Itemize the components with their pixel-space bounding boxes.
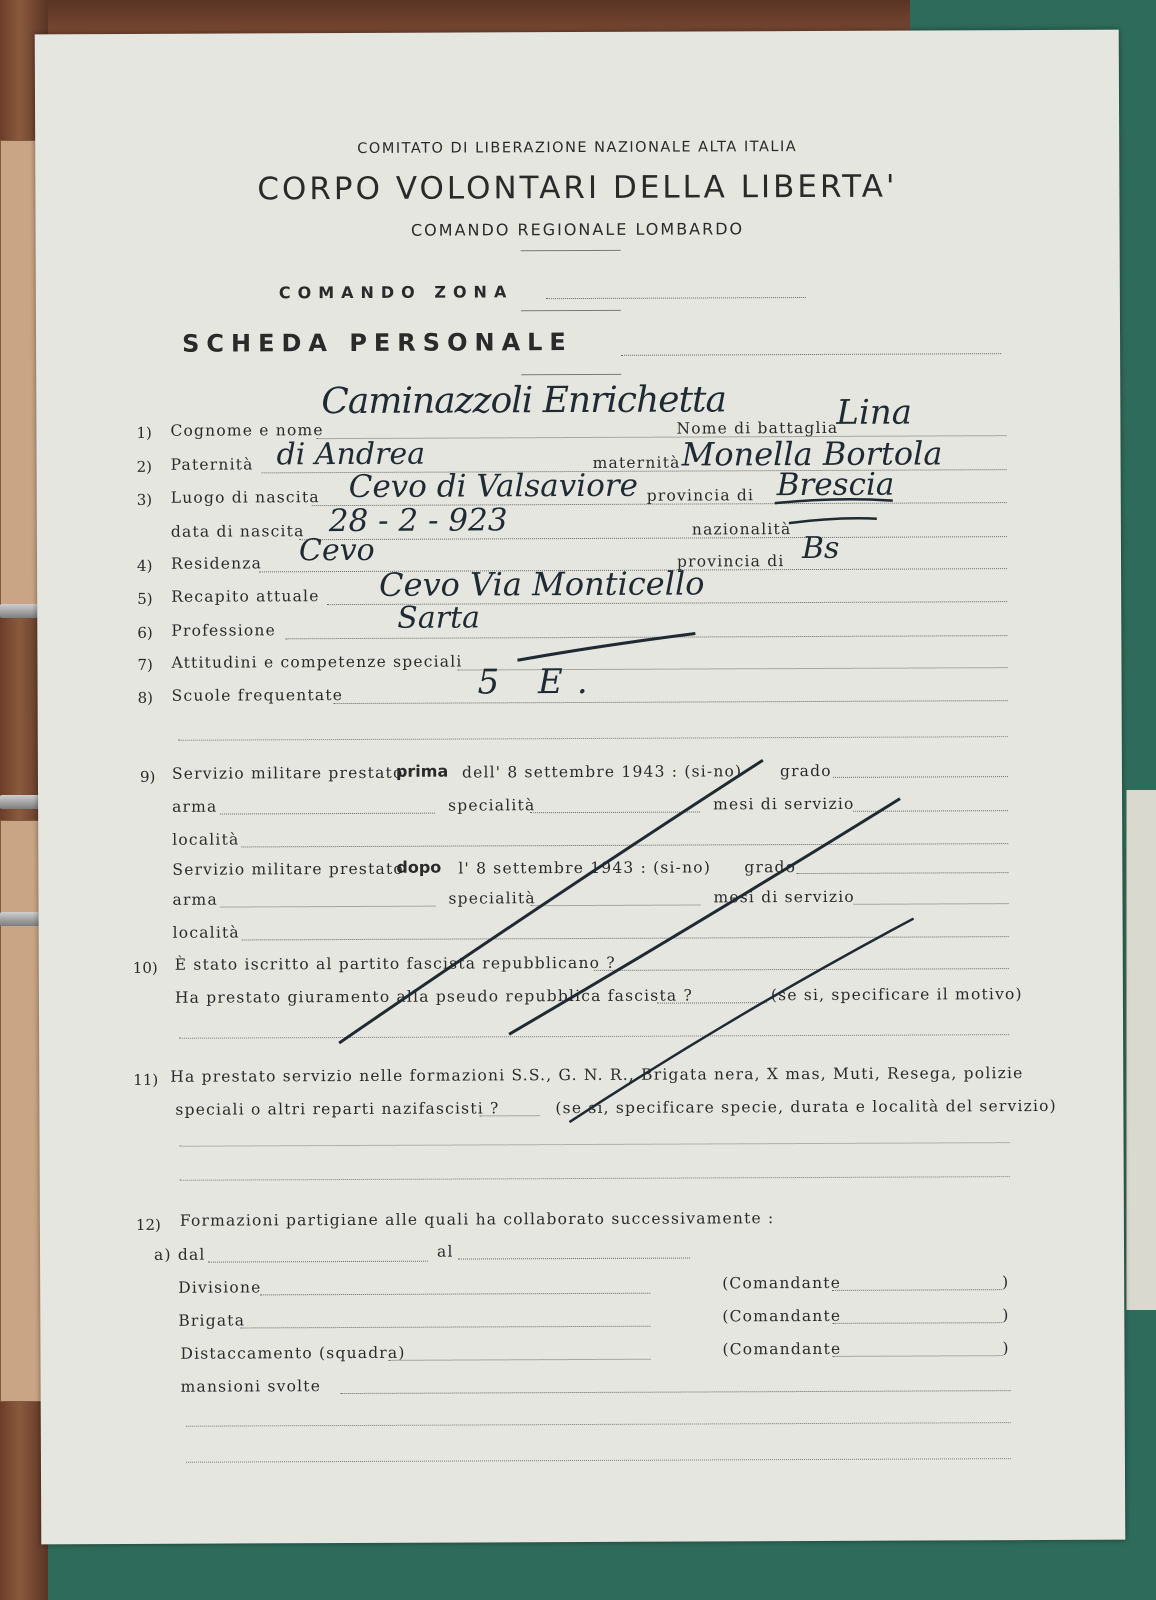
birthdate-value: 28 - 2 - 923 <box>328 502 508 540</box>
surname-value: Caminazzoli Enrichetta <box>321 379 727 423</box>
commander-label: (Comandante <box>722 1273 842 1293</box>
duties-label: mansioni svolte <box>180 1377 322 1396</box>
residence-province-value: Bs <box>801 530 840 567</box>
committee-heading: COMITATO DI LIBERAZIONE NAZIONALE ALTA ITALIA <box>357 139 798 157</box>
strike-stroke <box>508 799 901 1035</box>
to-label: al <box>436 1242 454 1261</box>
underline-stroke <box>775 499 893 503</box>
division-label: Divisione <box>178 1278 262 1297</box>
military-before-label: Servizio militare prestato <box>171 763 404 783</box>
commander-label: (Comandante <box>722 1339 842 1359</box>
strike-stroke <box>569 919 915 1123</box>
battle-name-value: Lina <box>836 392 913 433</box>
specialita-label: specialità <box>448 796 536 815</box>
strike-stroke <box>338 760 764 1043</box>
item-number: 3) <box>136 490 153 509</box>
military-before-date: dell' 8 settembre 1943 : (si-no) <box>461 762 743 782</box>
birthplace-value: Cevo di Valsaviore <box>348 467 639 506</box>
oath-question: Ha prestato giuramento alla pseudo repubblica fascista ? <box>174 986 693 1007</box>
commander-label: (Comandante <box>722 1306 842 1326</box>
item-number: 7) <box>137 655 153 674</box>
birth-province-value: Brescia <box>776 466 895 504</box>
item-number: 9) <box>139 767 156 786</box>
address-value: Cevo Via Monticello <box>379 564 705 604</box>
nazifascist-note: (se si, specificare specie, durata e località del servizio) <box>555 1096 1057 1118</box>
brigade-label: Brigata <box>178 1311 246 1330</box>
birthdate-label: data di nascita <box>170 522 305 541</box>
localita-label: località <box>172 830 240 849</box>
item-number: 4) <box>136 556 153 575</box>
arma-label: arma <box>172 797 218 816</box>
profession-label: Professione <box>171 621 276 640</box>
residence-province-label: provincia di <box>676 552 785 571</box>
specialita-label: specialità <box>448 889 536 908</box>
detachment-label: Distaccamento (squadra) <box>180 1343 406 1363</box>
binder-clip <box>0 795 40 809</box>
surname-label: Cognome e nome <box>170 421 324 440</box>
item-number: 2) <box>136 457 153 476</box>
pen-strokes <box>35 30 1126 1545</box>
close-paren: ) <box>1002 1306 1010 1325</box>
grado-label: grado <box>744 858 797 877</box>
strike-stroke <box>517 633 695 660</box>
dopo-label: dopo <box>396 857 442 877</box>
fascist-party-question: È stato iscritto al partito fascista repubblicano ? <box>174 953 616 974</box>
close-paren: ) <box>1002 1273 1010 1292</box>
arma-label: arma <box>172 890 218 909</box>
grado-label: grado <box>779 761 832 781</box>
item-number: 5) <box>137 589 153 608</box>
item-number: 11) <box>133 1070 159 1089</box>
item-number: 6) <box>137 623 153 642</box>
military-after-date: l' 8 settembre 1943 : (si-no) <box>458 858 712 878</box>
corps-heading: CORPO VOLONTARI DELLA LIBERTA' <box>257 168 898 208</box>
mother-value: Monella Bortola <box>681 434 943 474</box>
localita-label: località <box>172 923 240 942</box>
oath-note: (se si, specificare il motivo) <box>770 985 1023 1005</box>
battle-name-label: Nome di battaglia <box>676 418 839 438</box>
item-number: 10) <box>132 958 158 977</box>
skills-label: Attitudini e competenze speciali <box>171 652 463 672</box>
father-value: di Andrea <box>276 436 426 473</box>
profession-value: Sarta <box>397 600 481 636</box>
schools-label: Scuole frequentate <box>171 686 344 705</box>
schools-value: 5 E. <box>477 661 602 703</box>
mesi-label: mesi di servizio <box>713 887 855 907</box>
binder-clip <box>0 912 40 926</box>
from-label: a) dal <box>153 1245 206 1264</box>
close-paren: ) <box>1002 1339 1010 1358</box>
adjacent-paper <box>1126 790 1156 1310</box>
nationality-label: nazionalità <box>691 520 792 539</box>
zone-label: COMANDO ZONA <box>278 282 514 303</box>
military-after-label: Servizio militare prestato <box>172 859 404 879</box>
mother-label: maternità <box>592 453 681 472</box>
birth-province-label: provincia di <box>646 486 755 505</box>
personal-record-form <box>35 30 1126 1545</box>
residence-value: Cevo <box>298 532 375 569</box>
regional-heading: COMANDO REGIONALE LOMBARDO <box>410 219 745 240</box>
prima-label: prima <box>395 761 449 781</box>
nazifascist-question: Ha prestato servizio nelle formazioni S.S., G. N. R., Brigata nera, X mas, Muti, Resega, polizie <box>170 1064 1024 1086</box>
item-number: 12) <box>135 1215 161 1234</box>
form-title: SCHEDA PERSONALE <box>182 328 573 358</box>
address-label: Recapito attuale <box>171 587 320 606</box>
nazifascist-question-cont: speciali o altri reparti nazifascisti ? <box>175 1099 500 1119</box>
item-number: 8) <box>137 688 154 707</box>
residence-label: Residenza <box>170 554 263 573</box>
dash-stroke <box>789 518 877 523</box>
father-label: Paternità <box>170 455 254 474</box>
formations-label: Formazioni partigiane alle quali ha collaborato successivamente : <box>179 1209 775 1230</box>
binder-clip <box>0 604 40 618</box>
birthplace-label: Luogo di nascita <box>170 488 320 507</box>
item-number: 1) <box>136 423 152 442</box>
mesi-label: mesi di servizio <box>713 794 855 814</box>
